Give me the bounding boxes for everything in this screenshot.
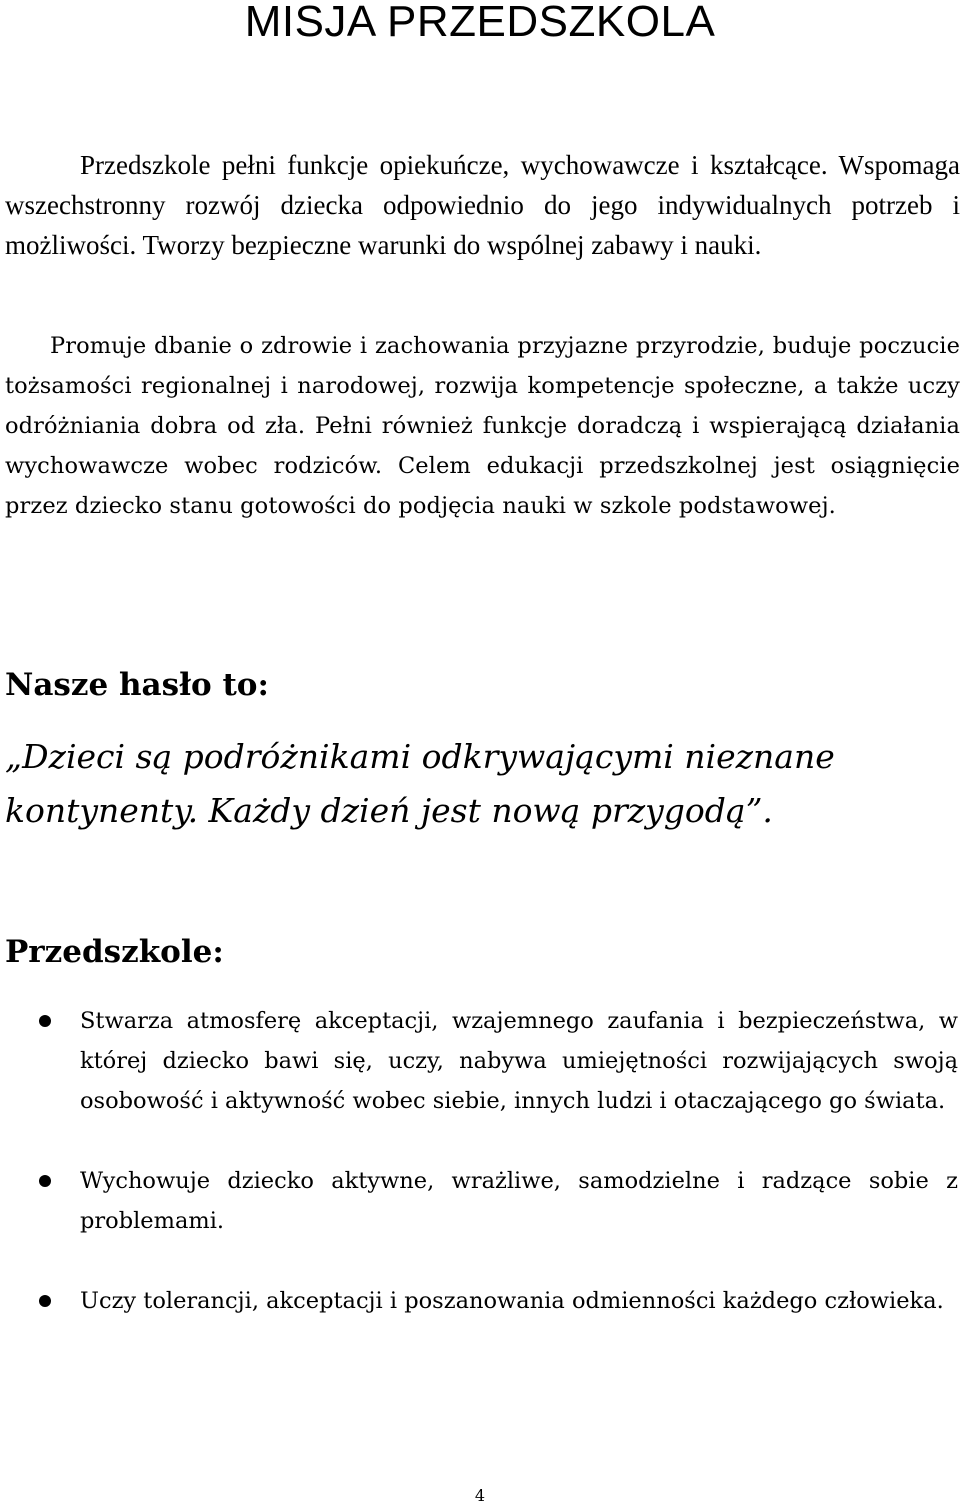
motto-heading: Nasze hasło to: xyxy=(5,667,269,703)
list-item xyxy=(0,1161,960,1241)
bullet-icon xyxy=(39,1295,51,1307)
page-title: MISJA PRZEDSZKOLA xyxy=(244,0,716,46)
intro-paragraph: Przedszkole pełni funkcje opiekuńcze, wychowawcze i kształcące. Wspomaga wszechstronny rozwój dziecka odpowiednio do jego indywidualnych potrzeb i możliwości. Tworzy bezpieczne warunki do wspólnej zabawy i nauki. xyxy=(5,150,960,260)
list-item-text: Uczy tolerancji, akceptacji i poszanowania odmienności każdego człowieka. xyxy=(80,1288,944,1314)
bullet-icon xyxy=(39,1175,51,1187)
list-item xyxy=(0,1281,960,1321)
page-number: 4 xyxy=(474,1486,486,1505)
list-item-text: Stwarza atmosferę akceptacji, wzajemnego zaufania i bezpieczeństwa, w której dziecko bawi się, uczy, nabywa umiejętności rozwijających swoją osobowość i aktywność wobec siebie, innych ludzi i otaczającego go świata. xyxy=(80,1008,958,1114)
list-item-text: Wychowuje dziecko aktywne, wrażliwe, samodzielne i radzące sobie z problemami. xyxy=(80,1168,958,1234)
motto-quote: „Dzieci są podróżnikami odkrywającymi nieznane kontynenty. Każdy dzień jest nową przygodą”. xyxy=(5,737,835,830)
mission-paragraph: Promuje dbanie o zdrowie i zachowania przyjazne przyrodzie, buduje poczucie tożsamości regionalnej i narodowej, rozwija kompetencje społeczne, a także uczy odróżniania dobra od zła. Pełni również funkcje doradczą i wspierającą działania wychowawcze wobec rodziców. Celem edukacji przedszkolnej jest osiągnięcie przez dziecko stanu gotowości do podjęcia nauki w szkole podstawowej. xyxy=(5,333,960,519)
list-item xyxy=(0,1001,960,1121)
bullet-icon xyxy=(39,1015,51,1027)
list-heading: Przedszkole: xyxy=(5,934,224,970)
bullet-list xyxy=(0,1001,960,1321)
